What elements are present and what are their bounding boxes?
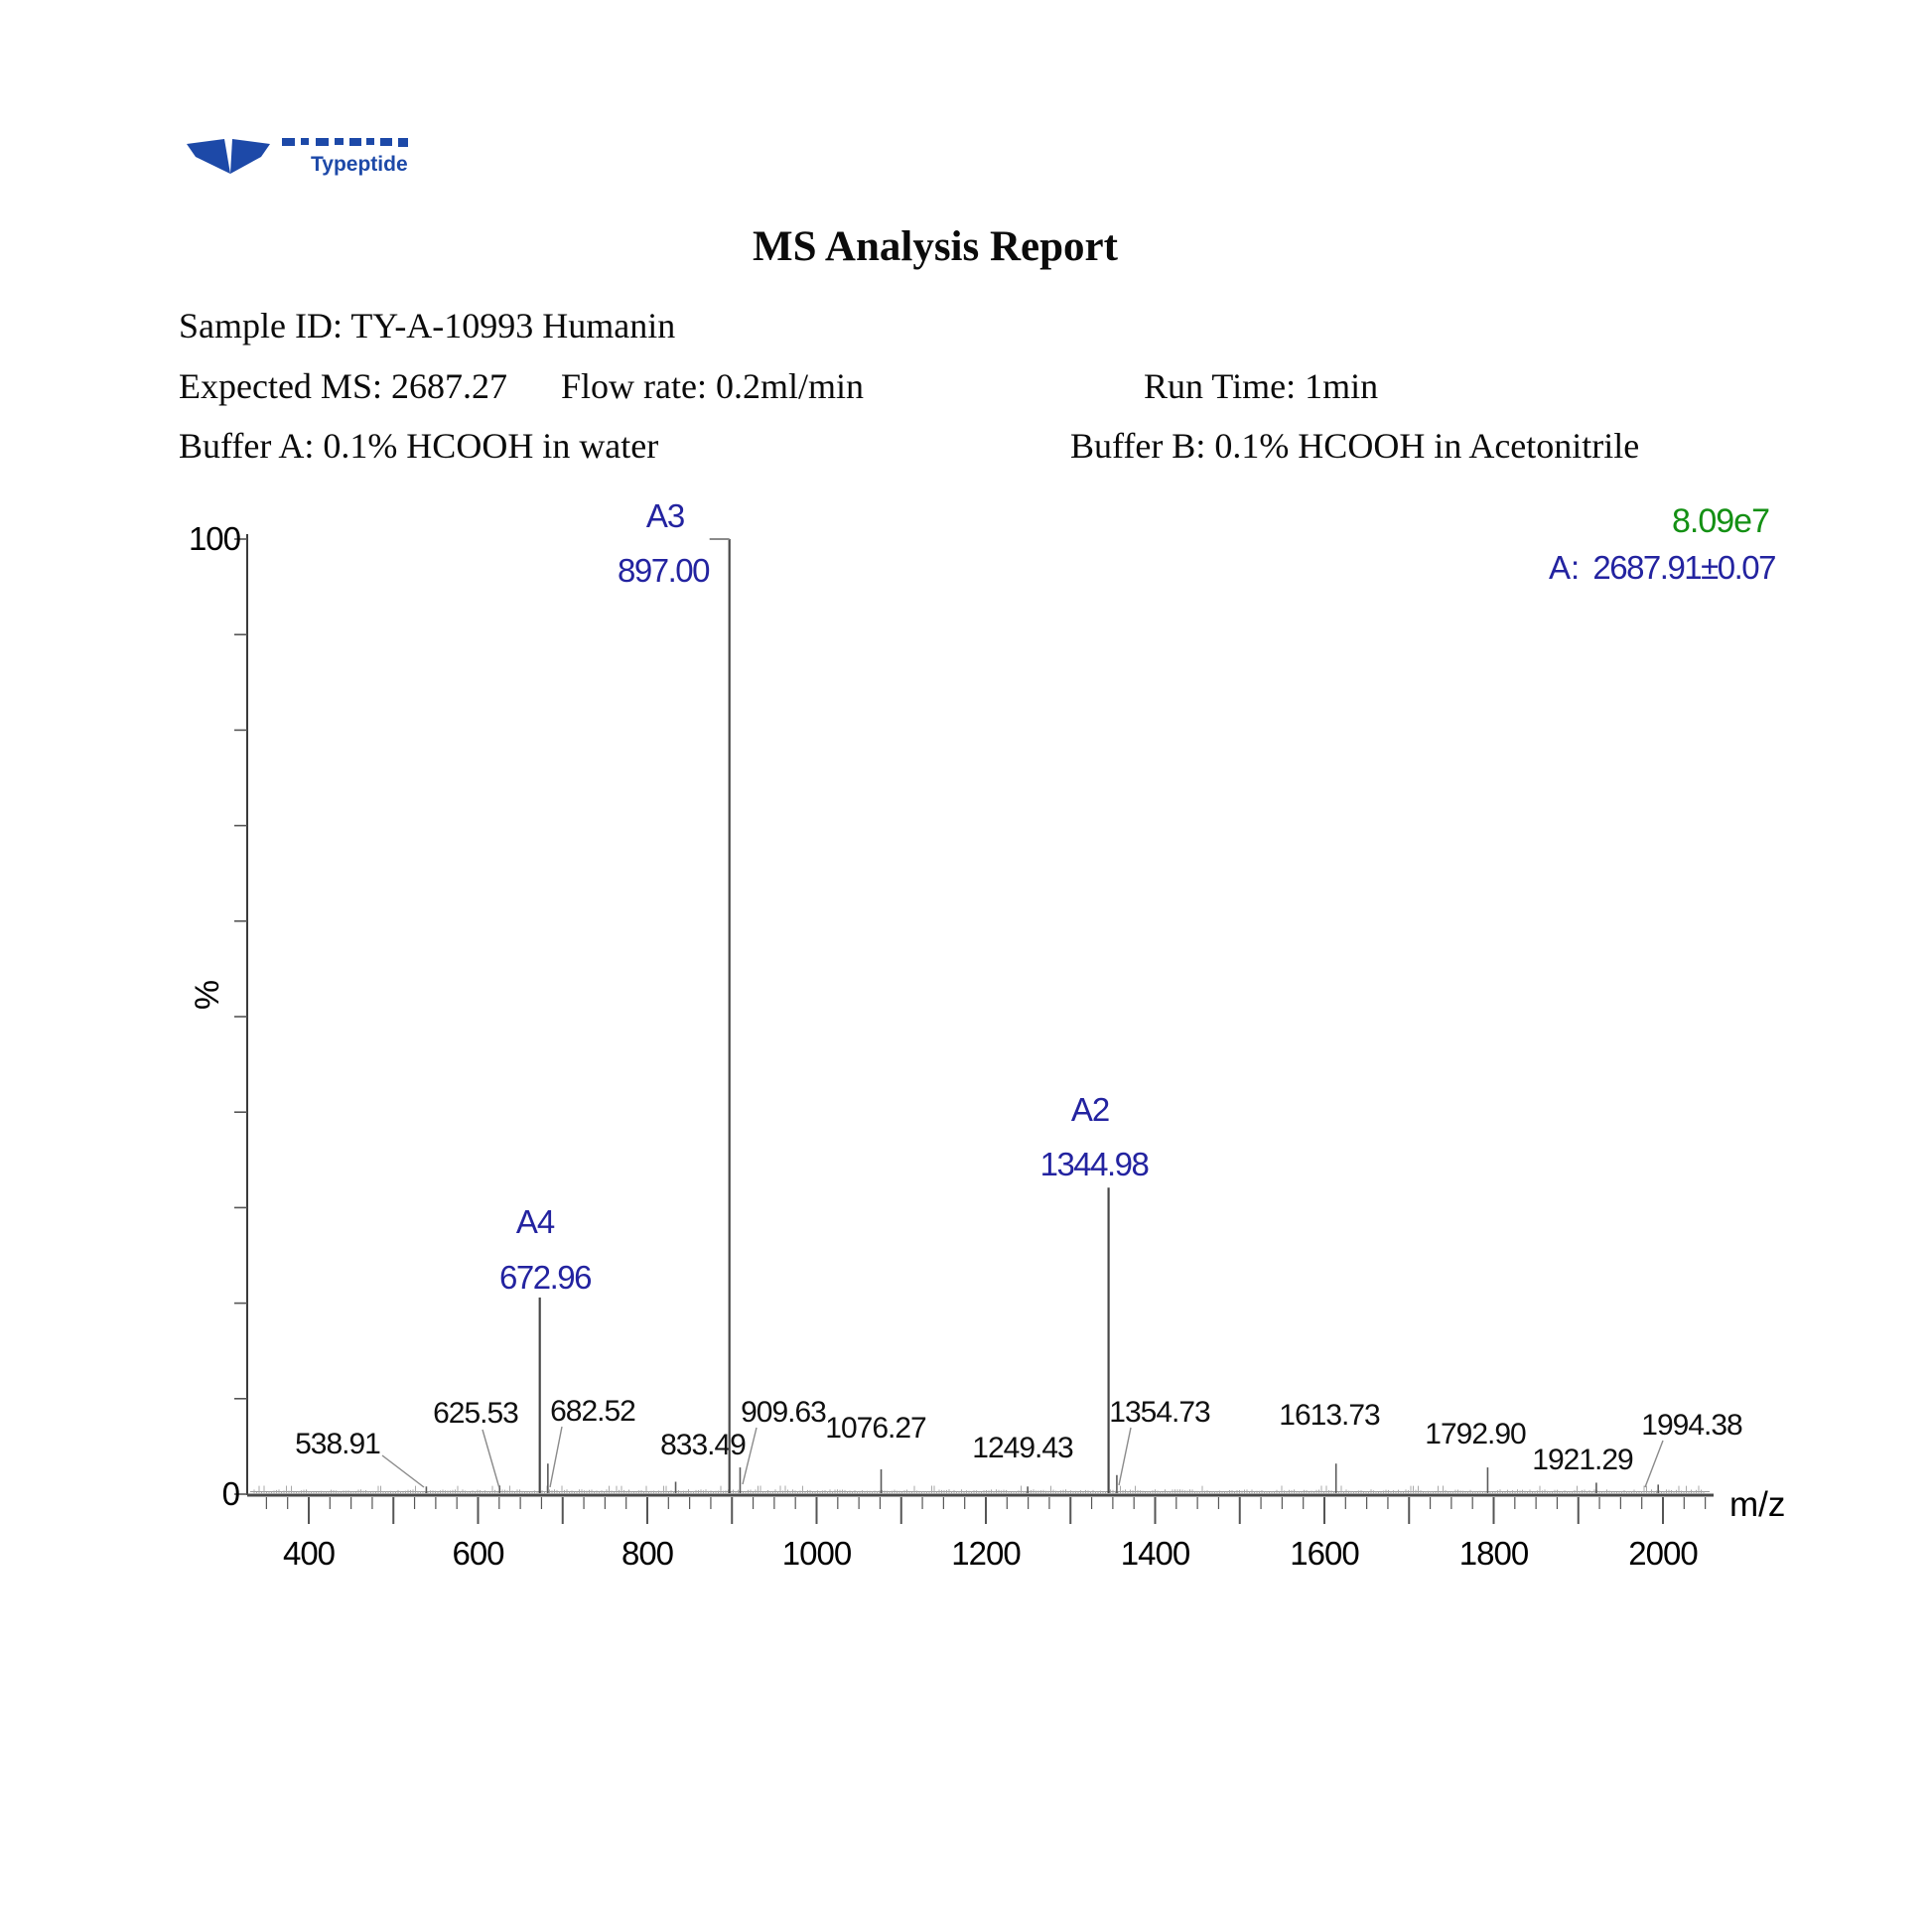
logo-brand-text: Typeptide	[311, 153, 408, 176]
y-tick-label-100: 100	[188, 520, 240, 557]
charge-peak-name: A4	[515, 1203, 555, 1240]
charge-peak-mz: 672.96	[499, 1259, 591, 1296]
charge-peak-mz: 1344.98	[1039, 1146, 1149, 1182]
x-tick-label: 1000	[781, 1535, 852, 1572]
peak-leader-line	[382, 1455, 424, 1487]
x-tick-label: 600	[452, 1535, 504, 1572]
charge-peak-mz: 897.00	[618, 552, 709, 589]
minor-peak-label: 1249.43	[972, 1432, 1073, 1464]
intensity-annotation: 8.09e7	[1672, 502, 1769, 540]
charge-peak-name: A2	[1070, 1091, 1110, 1128]
minor-peak-label: 682.52	[550, 1395, 635, 1428]
field-sample-id: Sample ID: TY-A-10993 Humanin	[179, 306, 676, 345]
x-axis-title: m/z	[1729, 1485, 1786, 1524]
x-tick-label: 2000	[1628, 1535, 1698, 1572]
x-tick-label: 1400	[1120, 1535, 1190, 1572]
field-expected-ms: Expected MS: 2687.27	[179, 366, 507, 406]
x-tick-label: 1200	[951, 1535, 1021, 1572]
result-annotation-prefix: A:	[1549, 549, 1581, 586]
page-title: MS Analysis Report	[753, 223, 1118, 270]
result-annotation-value: 2687.91±0.07	[1592, 549, 1775, 586]
peak-leader-line	[1119, 1428, 1131, 1485]
minor-peak-label: 1613.73	[1279, 1399, 1380, 1432]
charge-peak-name: A3	[645, 497, 685, 534]
x-tick-label: 400	[282, 1535, 336, 1572]
x-tick-label: 1600	[1290, 1535, 1359, 1572]
peak-leader-line	[550, 1427, 562, 1487]
minor-peak-label: 1921.29	[1532, 1444, 1633, 1476]
y-axis-title: %	[189, 979, 226, 1011]
minor-peak-label: 1354.73	[1109, 1396, 1210, 1429]
minor-peak-label: 1994.38	[1641, 1409, 1742, 1442]
minor-peak-label: 1076.27	[825, 1412, 926, 1445]
minor-peak-label: 538.91	[295, 1428, 380, 1460]
peak-leader-line	[1645, 1441, 1663, 1487]
minor-peak-label: 909.63	[741, 1396, 826, 1429]
field-flow-rate: Flow rate: 0.2ml/min	[561, 366, 864, 406]
minor-peak-label: 833.49	[660, 1429, 746, 1461]
minor-peak-label: 625.53	[433, 1397, 518, 1430]
x-tick-label: 1800	[1458, 1535, 1529, 1572]
field-buffer-b: Buffer B: 0.1% HCOOH in Acetonitrile	[1070, 426, 1640, 466]
x-tick-label: 800	[621, 1535, 674, 1572]
field-run-time: Run Time: 1min	[1144, 366, 1379, 406]
minor-peak-label: 1792.90	[1425, 1418, 1526, 1450]
peak-leader-line	[483, 1430, 499, 1488]
y-tick-label-0: 0	[221, 1475, 240, 1512]
field-buffer-a: Buffer A: 0.1% HCOOH in water	[179, 426, 659, 466]
